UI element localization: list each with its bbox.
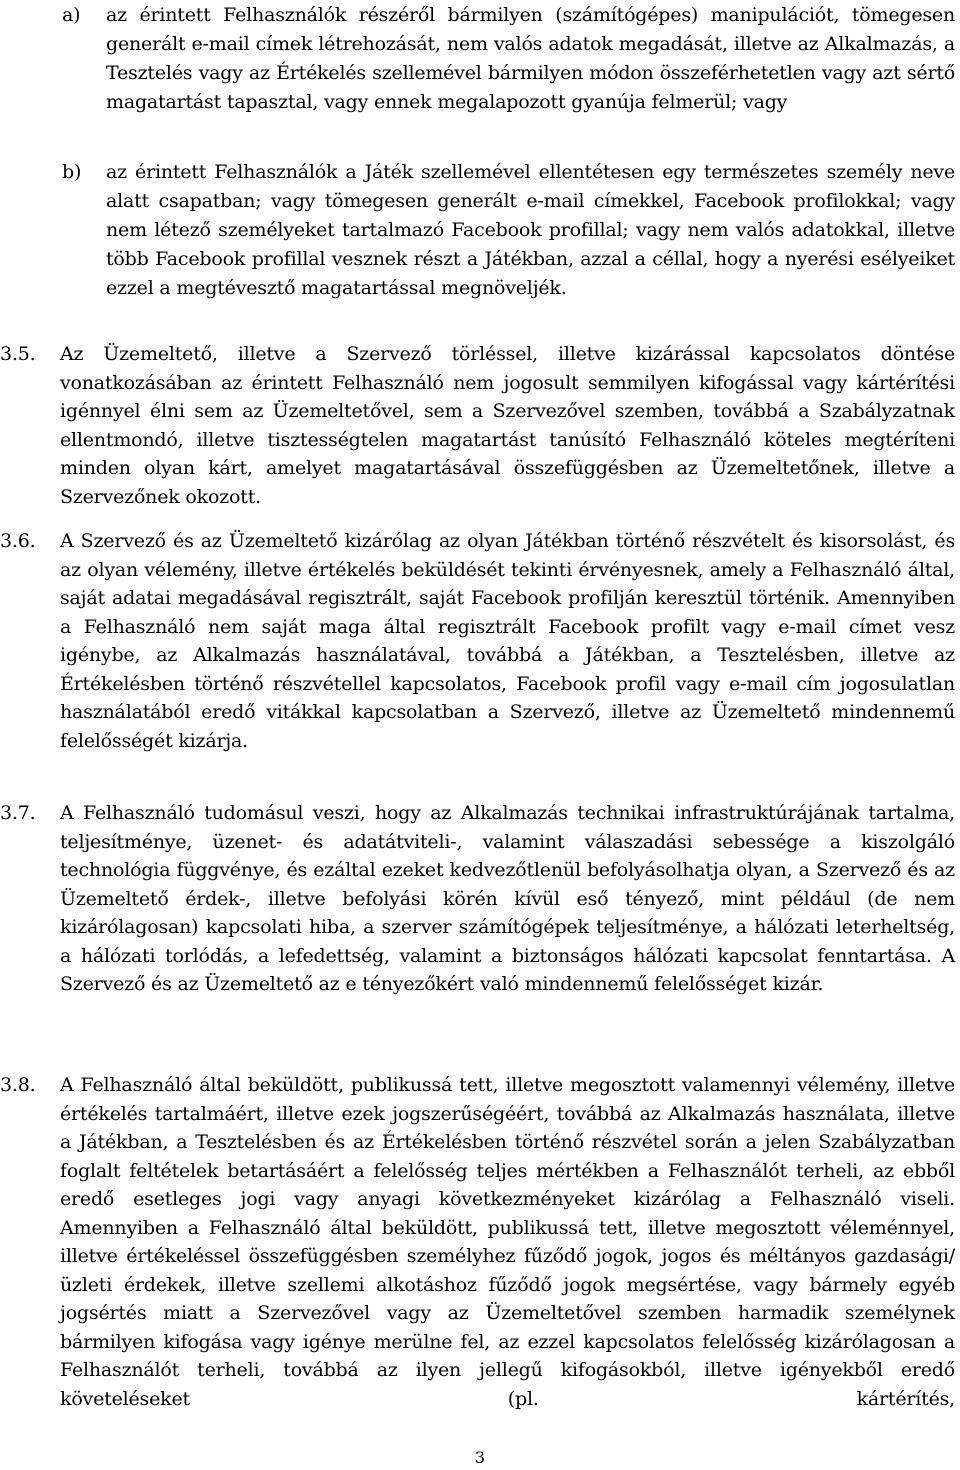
section-3-5 xyxy=(0,340,955,511)
section-number: 3.7. xyxy=(0,802,36,824)
sub-item-marker: b) xyxy=(62,161,82,183)
sub-item-b xyxy=(62,158,955,303)
section-number: 3.5. xyxy=(0,343,36,365)
section-text: A Felhasználó tudomásul veszi, hogy az Alkalmazás technikai infrastruktúrájának tartalma, teljesítménye, üzenet- és adatátviteli-, valamint válaszadási sebessége a kiszolgáló technológia függvénye, és ezáltal ezeket kedvezőtlenül befolyásolhatja olyan, a Szervező és az Üzemeltető érdek-, illetve befolyási körén kívül eső tényező, mint például (de nem kizárólagosan) kapcsolati hiba, a szerver számítógépek teljesítménye, a hálózati leterheltség, a hálózati torlódás, a lefedettség, valamint a biztonságos hálózati kapcsolat fenntartása. A Szervező és az Üzemeltető az e tényezőkért való mindennemű felelősséget kizár. xyxy=(60,802,955,995)
sub-item-text: az érintett Felhasználók részéről bármilyen (számítógépes) manipulációt, tömegesen generált e-mail címek létrehozását, nem valós adatok megadását, illetve az Alkalmazás, a Tesztelés vagy az Értékelés szellemével bármilyen módon összeférhetetlen vagy azt sértő magatartást tapasztal, vagy ennek megalapozott gyanúja felmerül; vagy xyxy=(106,4,955,113)
section-3-7 xyxy=(0,799,955,999)
sub-item-a xyxy=(62,1,955,117)
section-number: 3.8. xyxy=(0,1074,36,1096)
section-number: 3.6. xyxy=(0,530,36,552)
section-3-8 xyxy=(0,1071,955,1413)
section-text: Az Üzemeltető, illetve a Szervező törléssel, illetve kizárással kapcsolatos döntése vonatkozásában az érintett Felhasználó nem jogosult semmilyen kifogással vagy kártérítési igénnyel élni sem az Üzemeltetővel, sem a Szervezővel szemben, továbbá a Szabályzatnak ellentmondó, illetve tisztességtelen magatartást tanúsító Felhasználó köteles megtéríteni minden olyan kárt, amelyet magatartásával összefüggésben az Üzemeltetőnek, illetve a Szervezőnek okozott. xyxy=(60,343,955,508)
section-text: A Szervező és az Üzemeltető kizárólag az olyan Játékban történő részvételt és kisorsolást, és az olyan vélemény, illetve értékelés beküldését tekinti érvényesnek, amely a Felhasználó által, saját adatai megadásával regisztrált, saját Facebook profilján keresztül történik. Amennyiben a Felhasználó nem saját maga által regisztrált Facebook profilt vagy e-mail címet vesz igénybe, az Alkalmazás használatával, továbbá a Játékban, a Tesztelésben, illetve az Értékelésben történő részvétellel kapcsolatos, Facebook profil vagy e-mail cím jogosulatlan használatából eredő vitákkal kapcsolatban a Szervező, illetve az Üzemeltető mindennemű felelősségét kizárja. xyxy=(60,530,955,752)
page-number: 3 xyxy=(474,1448,486,1467)
section-text: A Felhasználó által beküldött, publikussá tett, illetve megosztott valamennyi vélemény, illetve értékelés tartalmáért, illetve ezek jogszerűségéért, továbbá az Alkalmazás használata, illetve a Játékban, a Tesztelésben és az Értékelésben történő részvétel során a jelen Szabályzatban foglalt feltételek betartásáért a felelősség teljes mértékben a Felhasználót terheli, az ebből eredő esetleges jogi vagy anyagi következményeket kizárólag a Felhasználó viseli. Amennyiben a Felhasználó által beküldött, publikussá tett, illetve megosztott véleménnyel, illetve értékeléssel összefüggésben személyhez fűződő jogok, jogos és méltányos gazdasági/üzleti érdekek, illetve szellemi alkotáshoz fűződő jogok megsértése, vagy bármely egyéb jogsértés miatt a Szervezővel vagy az Üzemeltetővel szemben harmadik személynek bármilyen kifogása vagy igénye merülne fel, az ezzel kapcsolatos felelősség kizárólagosan a Felhasználót terheli, továbbá az ilyen jellegű kifogásokból, illetve igényekből eredő követeléseket (pl. kártérítés, xyxy=(60,1074,955,1410)
section-3-6 xyxy=(0,527,955,755)
sub-item-text: az érintett Felhasználók a Játék szellemével ellentétesen egy természetes személy neve alatt csapatban; vagy tömegesen generált e-mail címekkel, Facebook profilokkal; vagy nem létező személyeket tartalmazó Facebook profillal; vagy nem valós adatokkal, illetve több Facebook profillal vesznek részt a Játékban, azzal a céllal, hogy a nyerési esélyeiket ezzel a megtévesztő magatartással megnöveljék. xyxy=(106,161,955,299)
sub-item-marker: a) xyxy=(62,4,81,26)
